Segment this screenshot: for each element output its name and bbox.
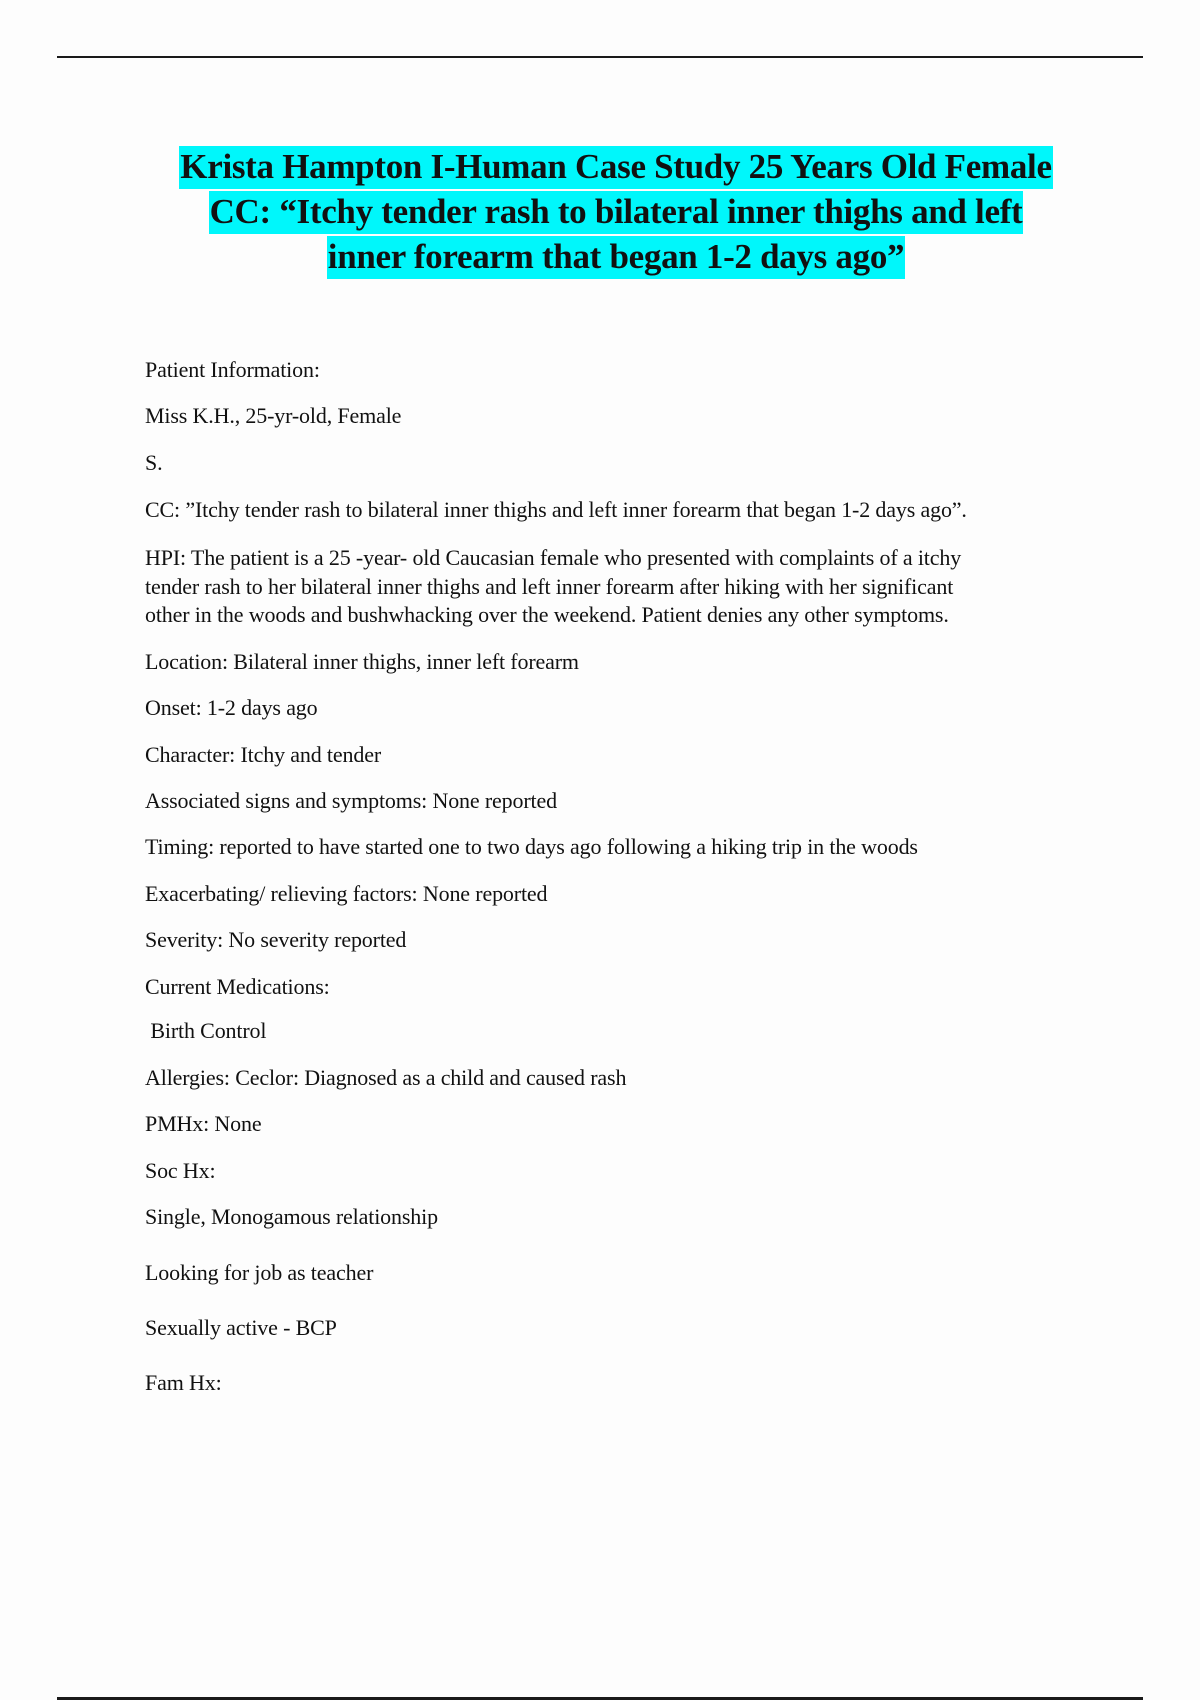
subjective-marker: S. (145, 450, 163, 475)
onset: Onset: 1-2 days ago (145, 695, 318, 720)
title-line-1: Krista Hampton I-Human Case Study 25 Years Old Female (179, 146, 1052, 189)
social-history-item: Single, Monogamous relationship (145, 1204, 438, 1229)
pmhx: PMHx: None (145, 1111, 262, 1136)
social-history-heading: Soc Hx: (145, 1158, 216, 1183)
medications-heading: Current Medications: (145, 974, 330, 999)
family-history-heading: Fam Hx: (145, 1370, 222, 1395)
social-history-item: Sexually active - BCP (145, 1315, 337, 1340)
hpi-line-1: HPI: The patient is a 25 -year- old Caucasian female who presented with complaints of a itchy (145, 545, 962, 570)
severity: Severity: No severity reported (145, 927, 407, 952)
top-rule (57, 56, 1143, 58)
medication-item: Birth Control (145, 1018, 267, 1043)
patient-identity: Miss K.H., 25-yr-old, Female (145, 403, 402, 428)
allergies: Allergies: Ceclor: Diagnosed as a child and caused rash (145, 1065, 627, 1090)
hpi-line-2: tender rash to her bilateral inner thighs and left inner forearm after hiking with her significant (145, 574, 954, 599)
document-title (0, 144, 1200, 279)
title-line-2: CC: “Itchy tender rash to bilateral inner thighs and left (209, 191, 1024, 234)
social-history-item: Looking for job as teacher (145, 1260, 374, 1285)
title-line-3: inner forearm that began 1-2 days ago” (327, 236, 905, 279)
chief-complaint: CC: ”Itchy tender rash to bilateral inner thighs and left inner forearm that began 1-2 days ago”. (145, 497, 967, 522)
hpi-line-3: other in the woods and bushwhacking over the weekend. Patient denies any other symptoms. (145, 602, 949, 627)
timing: Timing: reported to have started one to two days ago following a hiking trip in the woods (145, 834, 918, 859)
patient-info-heading: Patient Information: (145, 357, 320, 382)
exacerbating-factors: Exacerbating/ relieving factors: None reported (145, 881, 548, 906)
associated-symptoms: Associated signs and symptoms: None reported (145, 788, 557, 813)
character: Character: Itchy and tender (145, 742, 381, 767)
location: Location: Bilateral inner thighs, inner left forearm (145, 649, 579, 674)
